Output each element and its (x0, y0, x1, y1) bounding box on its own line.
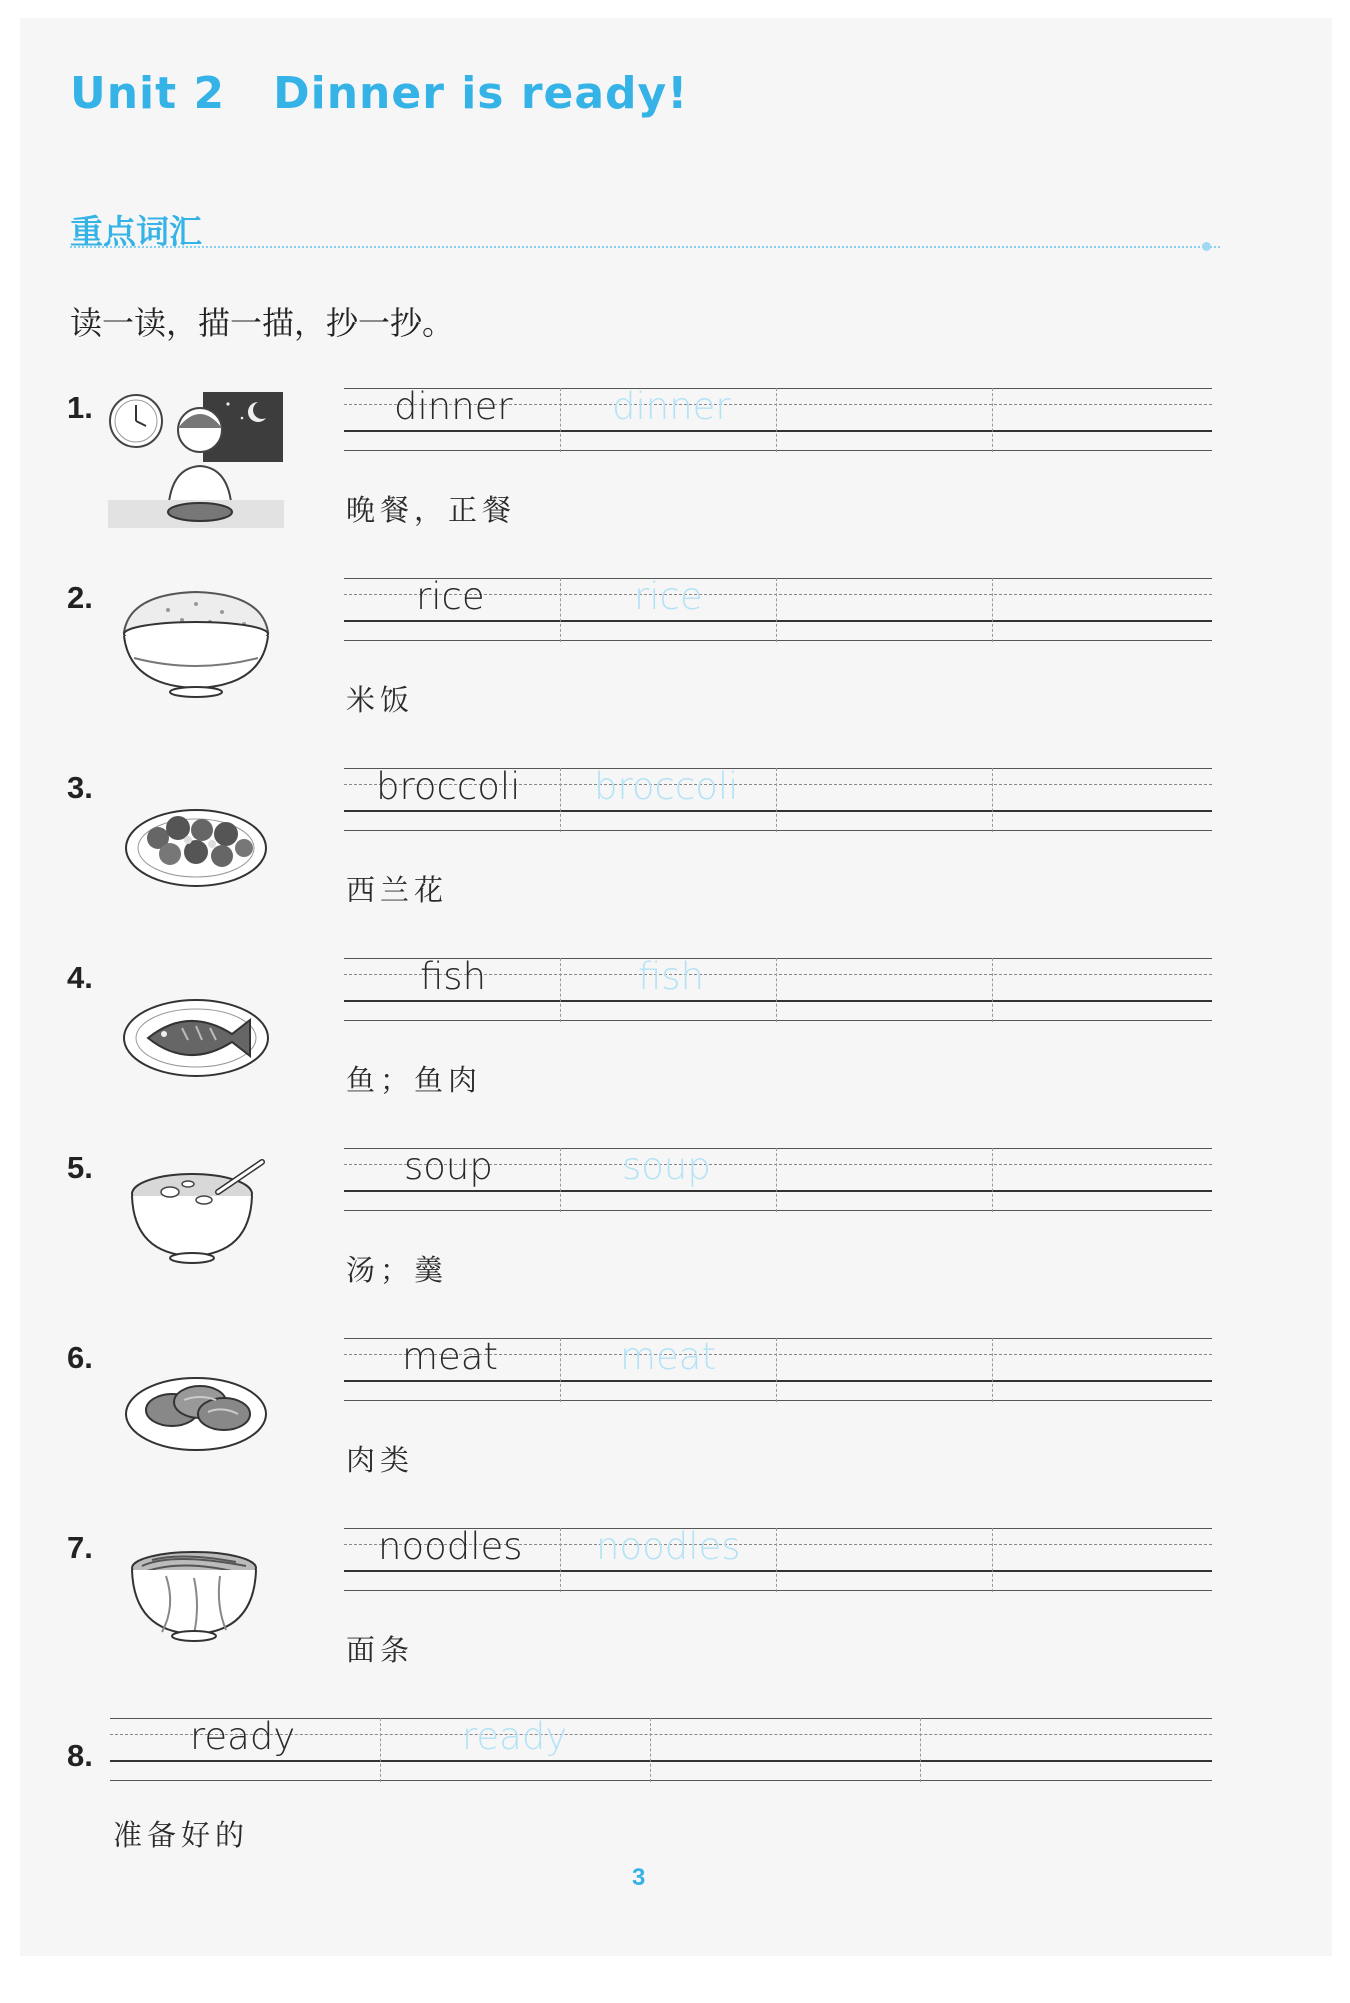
instruction-text: 读一读，描一描，抄一抄。 (70, 304, 455, 342)
chinese-meaning: 米饭 (346, 683, 415, 717)
unit-label: Unit 2 (70, 68, 226, 119)
item-number: 5. (67, 1150, 93, 1185)
vocab-item-noodles (20, 1525, 1332, 1718)
chinese-meaning: 鱼；鱼肉 (346, 1063, 483, 1097)
broccoli-plate-icon (108, 768, 284, 908)
trace-word: rice (634, 575, 703, 618)
model-word: soup (404, 1145, 493, 1188)
item-number: 1. (67, 390, 93, 425)
vocab-item-meat (20, 1335, 1332, 1528)
chinese-meaning: 面条 (346, 1633, 415, 1667)
section-heading: 重点词汇 (70, 212, 202, 251)
vocab-item-fish (20, 955, 1332, 1148)
writing-lines[interactable] (344, 1335, 1212, 1404)
model-word: broccoli (376, 765, 521, 808)
item-number: 6. (67, 1340, 93, 1375)
writing-lines[interactable] (344, 955, 1212, 1024)
model-word: dinner (394, 385, 513, 428)
unit-name: Dinner is ready! (273, 68, 689, 119)
trace-word: dinner (612, 385, 731, 428)
workbook-page (20, 18, 1332, 1956)
writing-lines[interactable] (344, 1145, 1212, 1214)
meat-plate-icon (108, 1338, 284, 1478)
vocab-item-rice (20, 575, 1332, 768)
writing-lines[interactable] (344, 575, 1212, 644)
chinese-meaning: 汤；羹 (346, 1253, 449, 1287)
soup-bowl-icon (108, 1148, 284, 1288)
vocab-item-dinner (20, 385, 1332, 578)
fish-plate-icon (108, 958, 284, 1098)
trace-word: ready (462, 1715, 568, 1758)
section-divider-dot (1202, 242, 1211, 251)
item-number: 7. (67, 1530, 93, 1565)
writing-lines[interactable] (110, 1715, 1212, 1784)
section-divider (70, 246, 1220, 248)
chinese-meaning: 肉类 (346, 1443, 415, 1477)
writing-lines[interactable] (344, 765, 1212, 834)
item-number: 3. (67, 770, 93, 805)
model-word: noodles (378, 1525, 523, 1568)
model-word: ready (190, 1715, 296, 1758)
unit-title (70, 68, 688, 119)
trace-word: meat (620, 1335, 716, 1378)
vocab-item-ready (20, 1715, 1332, 1908)
trace-word: broccoli (594, 765, 739, 808)
item-number: 2. (67, 580, 93, 615)
dinner-picture (108, 388, 284, 528)
chinese-meaning: 西兰花 (346, 873, 449, 907)
page-number: 3 (632, 1864, 646, 1891)
trace-word: fish (638, 955, 705, 998)
chinese-meaning: 准备好的 (113, 1818, 250, 1852)
item-number: 4. (67, 960, 93, 995)
writing-lines[interactable] (344, 385, 1212, 454)
writing-lines[interactable] (344, 1525, 1212, 1594)
chinese-meaning: 晚餐，正餐 (346, 493, 517, 527)
trace-word: noodles (596, 1525, 741, 1568)
item-number: 8. (67, 1738, 93, 1773)
vocab-item-soup (20, 1145, 1332, 1338)
noodle-bowl-icon (108, 1528, 284, 1668)
model-word: fish (420, 955, 487, 998)
rice-bowl-icon (108, 578, 284, 718)
trace-word: soup (622, 1145, 711, 1188)
vocab-item-broccoli (20, 765, 1332, 958)
model-word: meat (402, 1335, 498, 1378)
model-word: rice (416, 575, 485, 618)
